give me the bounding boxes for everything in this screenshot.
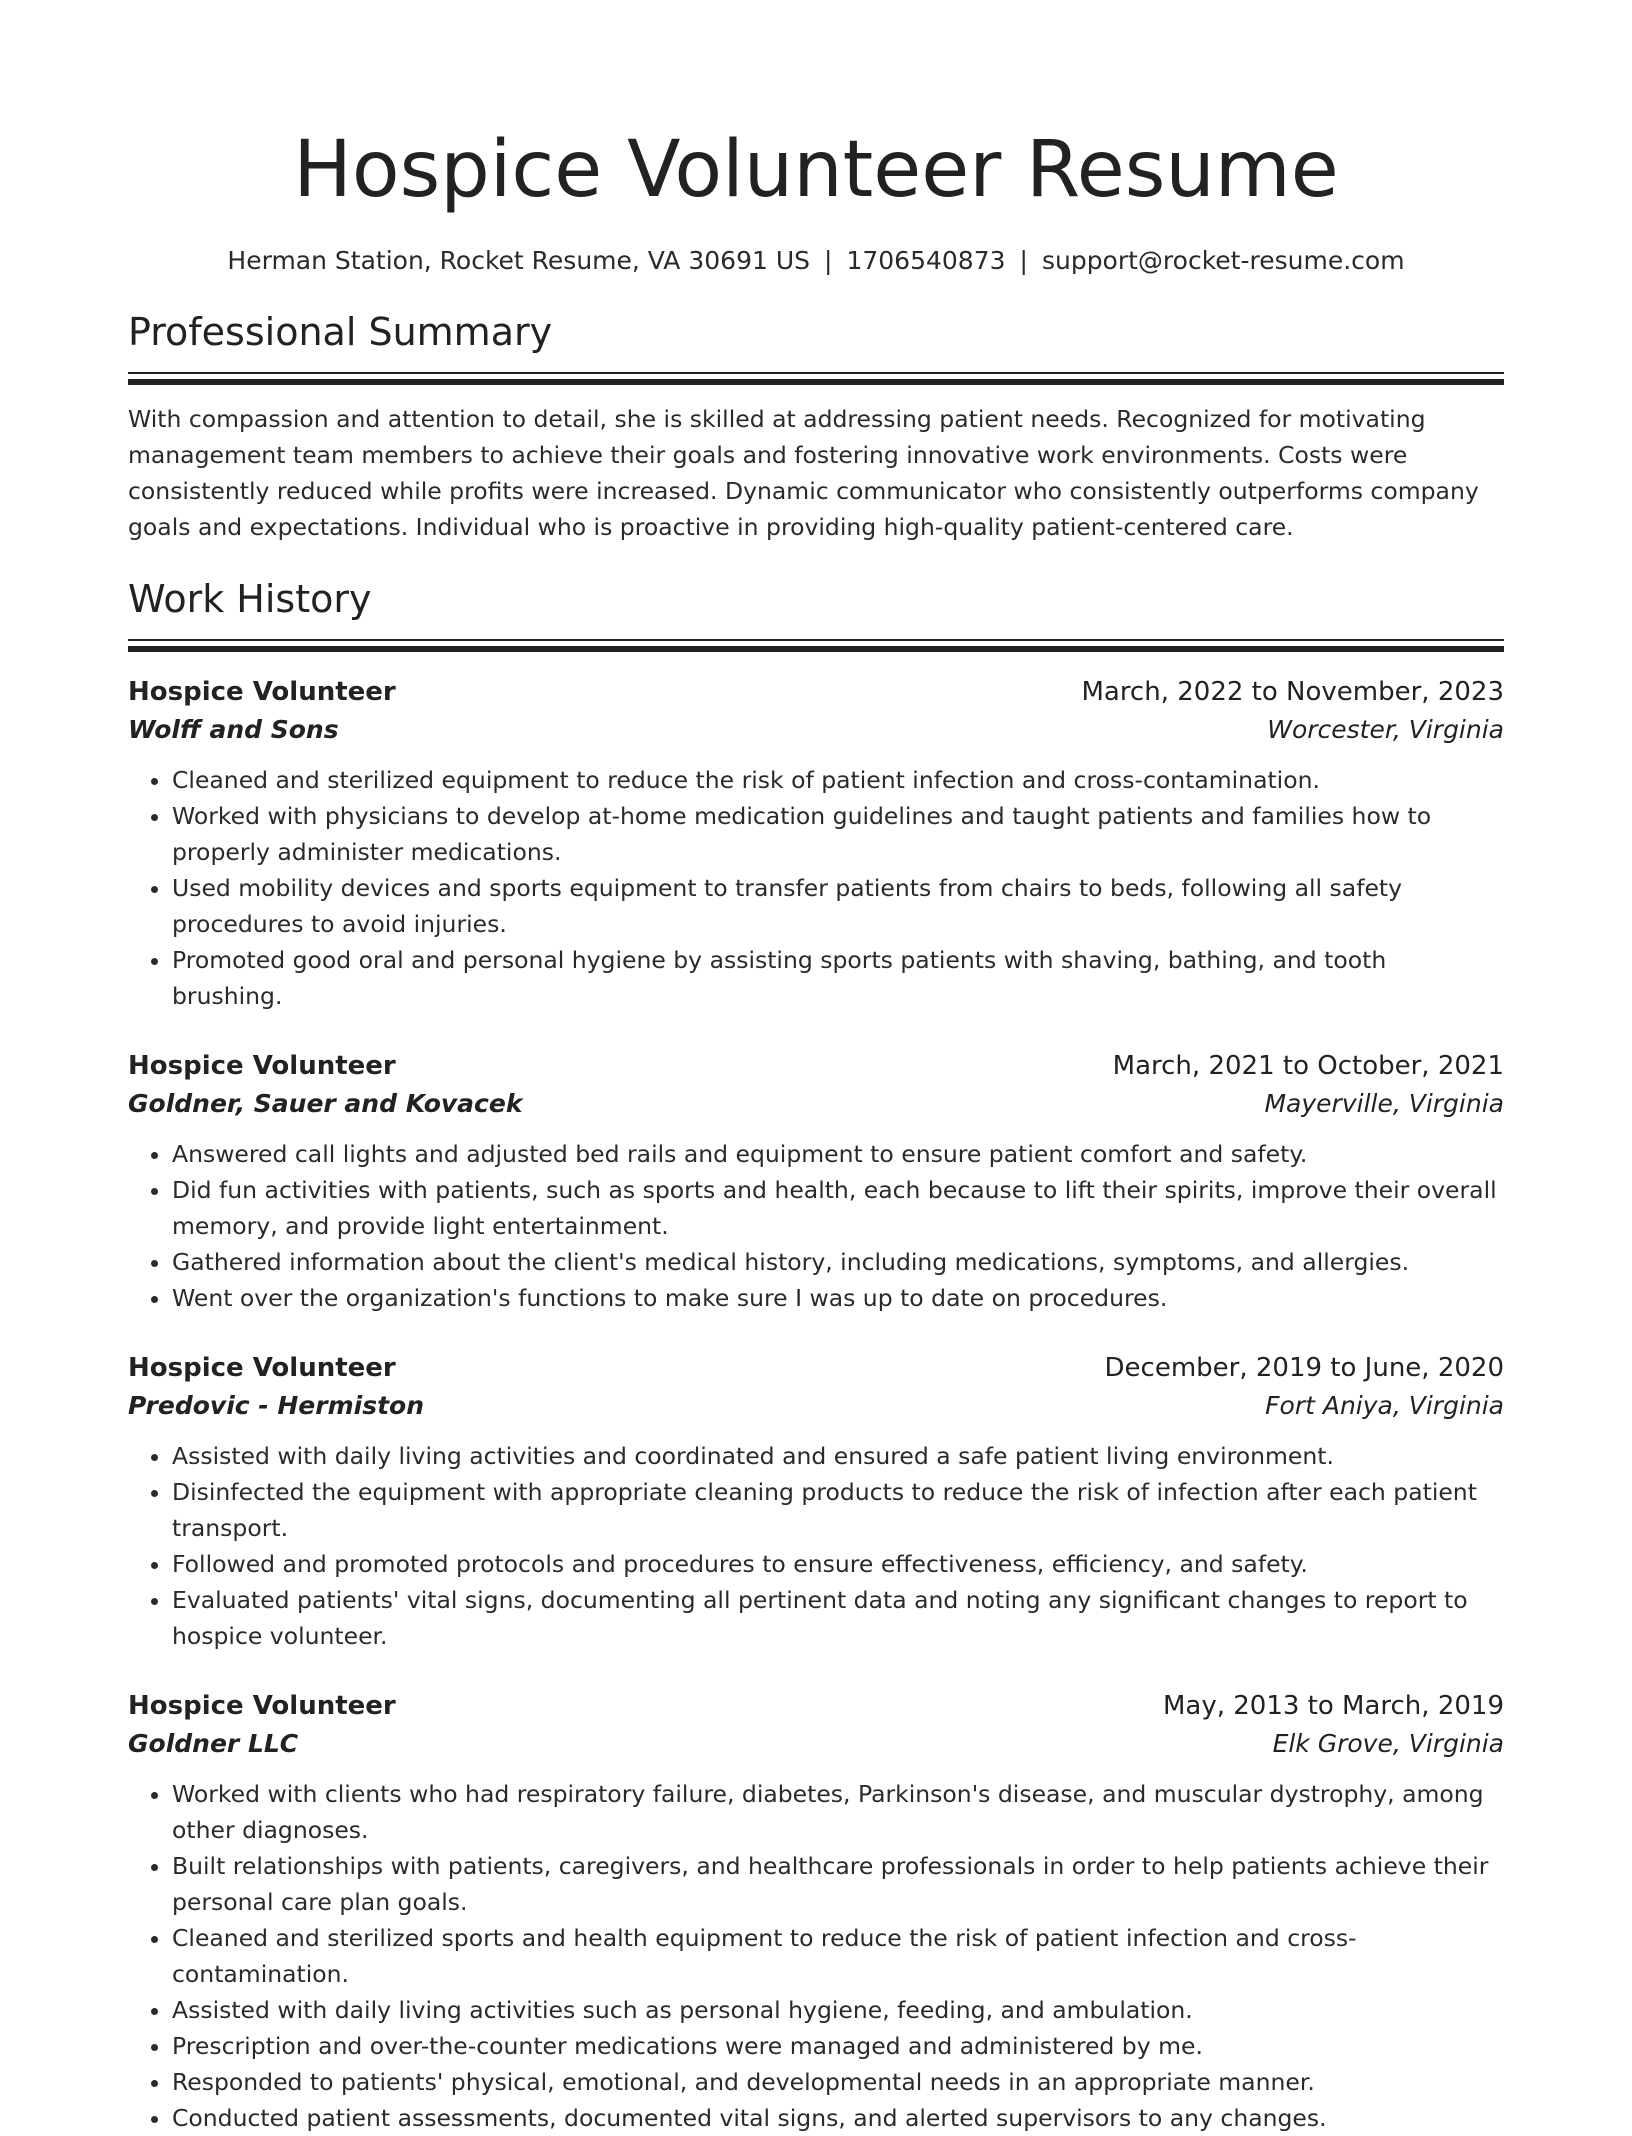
- work-section-header: [128, 575, 1504, 652]
- job-bullet: • Promoted good oral and personal hygiene by assisting sports patients with shaving, bathing, and tooth brushing.: [172, 942, 1504, 1014]
- job-bullet: • Went over the organization's functions to make sure I was up to date on procedures.: [172, 1280, 1504, 1316]
- job-title: Hospice Volunteer: [128, 1353, 396, 1383]
- job-dates: December, 2019 to June, 2020: [1104, 1353, 1504, 1383]
- job-dates: March, 2021 to October, 2021: [1112, 1051, 1504, 1081]
- job-location: Mayerville, Virginia: [1264, 1089, 1504, 1118]
- job-company-row: [128, 1726, 1504, 1762]
- summary-heading: Professional Summary: [128, 310, 553, 354]
- job-company-row: [128, 712, 1504, 748]
- job-dates: May, 2013 to March, 2019: [1162, 1691, 1504, 1721]
- contact-email[interactable]: support@rocket-resume.com: [1041, 246, 1405, 275]
- job-bullet: • Cleaned and sterilized equipment to reduce the risk of patient infection and cross-contamination.: [172, 762, 1504, 798]
- job-company-row: [128, 1388, 1504, 1424]
- job-bullet: • Followed and promoted protocols and procedures to ensure effectiveness, efficiency, and safety.: [172, 1546, 1504, 1582]
- section-divider-thick: [128, 646, 1504, 652]
- section-divider-thin: [128, 639, 1504, 641]
- job-bullet: • Assisted with daily living activities such as personal hygiene, feeding, and ambulation.: [172, 1992, 1504, 2028]
- job-bullet: • Worked with physicians to develop at-home medication guidelines and taught patients and families how to properly administer medications.: [172, 798, 1504, 870]
- job-dates: March, 2022 to November, 2023: [1081, 677, 1504, 707]
- job-bullets: [128, 1776, 1504, 2136]
- job-entry: [128, 1686, 1504, 2136]
- job-header-row: [128, 672, 1504, 712]
- job-company: Wolff and Sons: [128, 715, 339, 744]
- job-bullets: [128, 1438, 1504, 1654]
- contact-separator: |: [824, 246, 833, 275]
- job-entry: [128, 672, 1504, 1014]
- resume-title: Hospice Volunteer Resume: [293, 125, 1339, 215]
- job-bullet: • Answered call lights and adjusted bed rails and equipment to ensure patient comfort and safety.: [172, 1136, 1504, 1172]
- job-bullet: • Responded to patients' physical, emotional, and developmental needs in an appropriate manner.: [172, 2064, 1504, 2100]
- section-divider-thick: [128, 379, 1504, 385]
- job-company: Goldner LLC: [128, 1729, 299, 1758]
- job-location: Fort Aniya, Virginia: [1265, 1391, 1504, 1420]
- job-bullet: • Gathered information about the client's medical history, including medications, symptoms, and allergies.: [172, 1244, 1504, 1280]
- summary-text: With compassion and attention to detail, she is skilled at addressing patient needs. Recognized for motivating management team members to achieve their goals and fostering innovative work environments. Costs were consistently reduced while profits were increased. Dynamic communicator who consistently outperforms company goals and expectations. Individual who is proactive in providing high-quality patient-centered care.: [128, 405, 1479, 541]
- job-header-row: [128, 1686, 1504, 1726]
- job-location: Elk Grove, Virginia: [1272, 1729, 1504, 1758]
- job-bullet: • Did fun activities with patients, such as sports and health, each because to lift their spirits, improve their overall memory, and provide light entertainment.: [172, 1172, 1504, 1244]
- job-title: Hospice Volunteer: [128, 1691, 396, 1721]
- job-bullet: • Cleaned and sterilized sports and health equipment to reduce the risk of patient infection and cross-contamination.: [172, 1920, 1504, 1992]
- job-bullets: [128, 1136, 1504, 1316]
- work-heading: Work History: [128, 577, 372, 621]
- job-bullet: • Assisted with daily living activities and coordinated and ensured a safe patient living environment.: [172, 1438, 1504, 1474]
- contact-address: Herman Station, Rocket Resume, VA 30691 US: [227, 246, 811, 275]
- job-bullets: [128, 762, 1504, 1014]
- job-bullet: • Built relationships with patients, caregivers, and healthcare professionals in order to help patients achieve their personal care plan goals.: [172, 1848, 1504, 1920]
- contact-separator: |: [1019, 246, 1028, 275]
- job-title: Hospice Volunteer: [128, 677, 396, 707]
- job-bullet: • Evaluated patients' vital signs, documenting all pertinent data and noting any significant changes to report to hospice volunteer.: [172, 1582, 1504, 1654]
- job-header-row: [128, 1348, 1504, 1388]
- job-entry: [128, 1046, 1504, 1316]
- job-entry: [128, 1348, 1504, 1654]
- job-bullet: • Disinfected the equipment with appropriate cleaning products to reduce the risk of infection after each patient transport.: [172, 1474, 1504, 1546]
- section-divider-thin: [128, 372, 1504, 374]
- job-bullet: • Worked with clients who had respiratory failure, diabetes, Parkinson's disease, and muscular dystrophy, among other diagnoses.: [172, 1776, 1504, 1848]
- job-company-row: [128, 1086, 1504, 1122]
- contact-phone: 1706540873: [846, 246, 1006, 275]
- job-title: Hospice Volunteer: [128, 1051, 396, 1081]
- job-location: Worcester, Virginia: [1267, 715, 1504, 744]
- job-bullet: • Conducted patient assessments, documented vital signs, and alerted supervisors to any changes.: [172, 2100, 1504, 2136]
- job-company: Goldner, Sauer and Kovacek: [128, 1089, 523, 1118]
- job-bullet: • Used mobility devices and sports equipment to transfer patients from chairs to beds, following all safety procedures to avoid injuries.: [172, 870, 1504, 942]
- resume-page: [128, 0, 1504, 2136]
- contact-line: [128, 244, 1504, 278]
- job-bullet: • Prescription and over-the-counter medications were managed and administered by me.: [172, 2028, 1504, 2064]
- summary-section-header: [128, 308, 1504, 385]
- job-header-row: [128, 1046, 1504, 1086]
- job-company: Predovic - Hermiston: [128, 1391, 425, 1420]
- job-list: [128, 672, 1504, 2136]
